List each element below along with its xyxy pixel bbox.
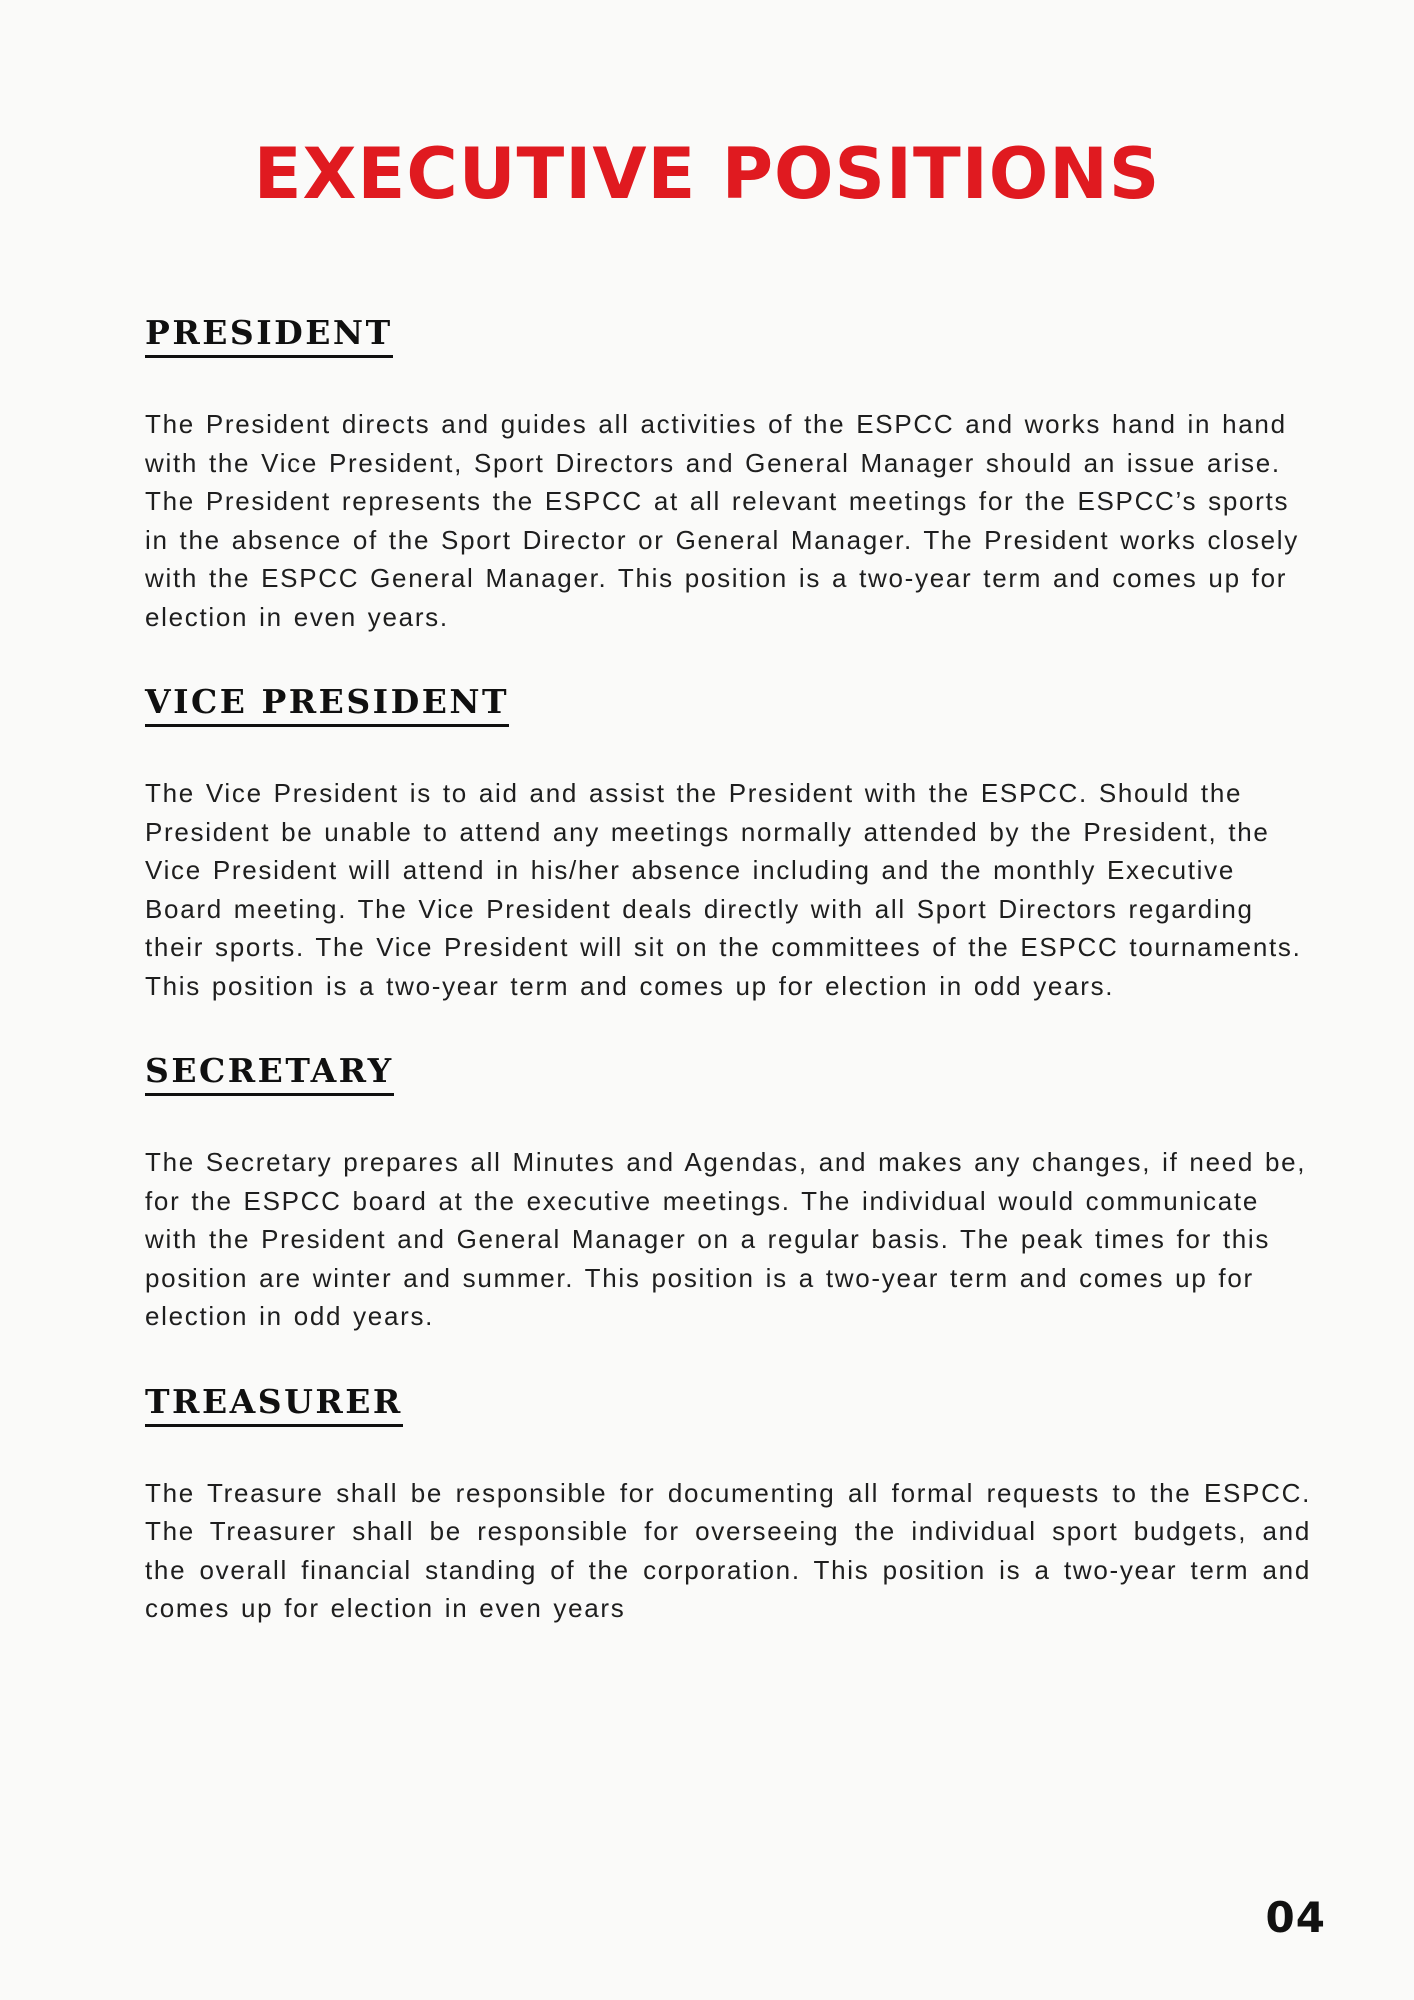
- section-heading: [145, 1053, 1311, 1096]
- sections-container: [145, 315, 1311, 1628]
- section-heading: [145, 1381, 1311, 1427]
- position-section: [145, 1053, 1311, 1336]
- section-body: The Treasure shall be responsible for documenting all formal requests to the ESPCC. The Treasurer shall be responsible for overseeing the individual sport budgets, and the overall financial standing of the corporation. This position is a two-year term and comes up for election in even years: [145, 1477, 1311, 1623]
- page-title: EXECUTIVE POSITIONS: [253, 133, 1161, 215]
- page-number: 04: [1265, 1893, 1326, 1942]
- section-body: The Vice President is to aid and assist the President with the ESPCC. Should the President be unable to attend any meetings normally attended by the President, the Vice President will attend in his/her absence including and the monthly Executive Board meeting. The Vice President deals directly with all Sport Directors regarding their sports. The Vice President will sit on the committees of the ESPCC tournaments. This position is a two-year term and comes up for election in odd years.: [145, 778, 1302, 1001]
- position-section: [145, 1381, 1311, 1628]
- section-heading-text: TREASURER: [145, 1384, 403, 1427]
- section-body: The Secretary prepares all Minutes and Agendas, and makes any changes, if need be, for the ESPCC board at the executive meetings. The individual would communicate with the President and General Manager on a regular basis. The peak times for this position are winter and summer. This position is a two-year term and comes up for election in odd years.: [145, 1147, 1307, 1331]
- position-section: [145, 684, 1311, 1005]
- section-heading: [145, 684, 1311, 727]
- position-section: [145, 315, 1311, 636]
- section-heading-text: VICE PRESIDENT: [145, 684, 509, 727]
- section-heading-text: SECRETARY: [145, 1053, 394, 1096]
- section-body: The President directs and guides all activities of the ESPCC and works hand in hand with the Vice President, Sport Directors and General Manager should an issue arise. The President represents the ESPCC at all relevant meetings for the ESPCC’s sports in the absence of the Sport Director or General Manager. The President works closely with the ESPCC General Manager. This position is a two-year term and comes up for election in even years.: [145, 409, 1299, 632]
- section-heading: [145, 315, 1311, 358]
- section-heading-text: PRESIDENT: [145, 315, 393, 358]
